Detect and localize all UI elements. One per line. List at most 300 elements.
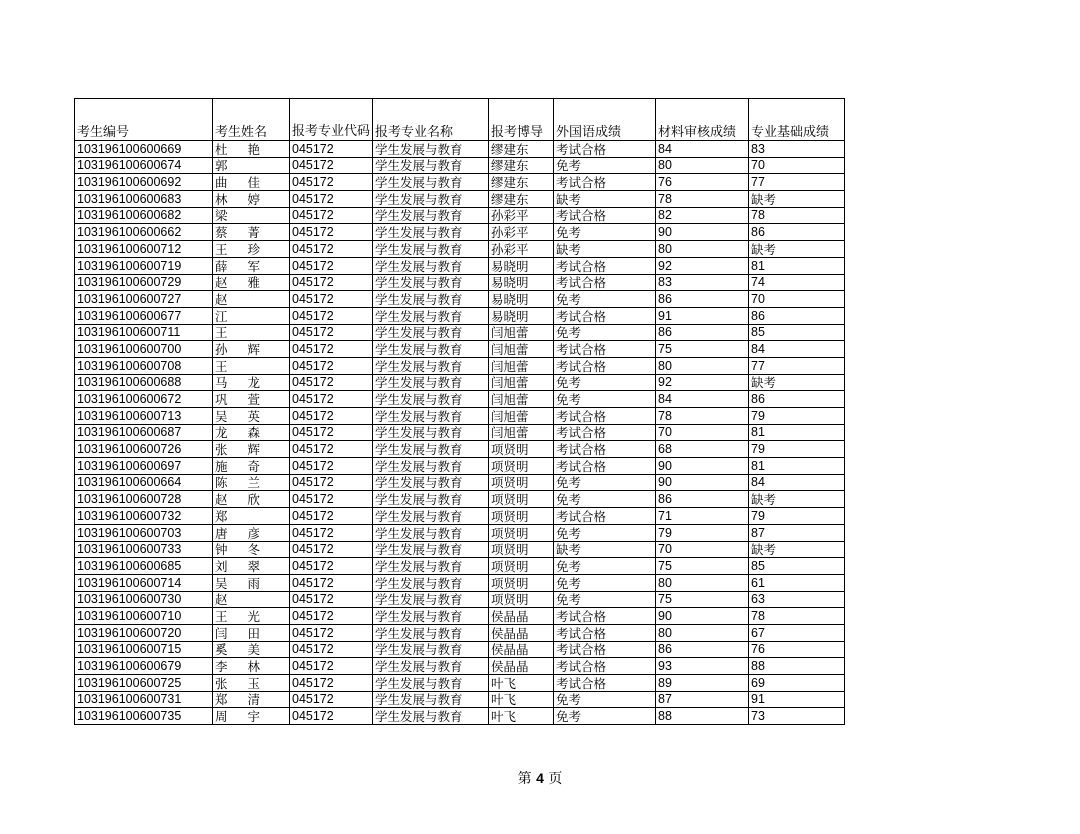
- table-cell: 045172: [290, 307, 373, 324]
- table-cell: 103196100600714: [75, 574, 213, 591]
- table-cell: 045172: [290, 491, 373, 508]
- table-cell: 免考: [554, 558, 656, 575]
- table-row: [75, 658, 845, 675]
- table-cell: 缺考: [554, 541, 656, 558]
- table-cell: 学生发展与教育: [373, 574, 489, 591]
- table-row: [75, 257, 845, 274]
- table-cell: 考试合格: [554, 675, 656, 692]
- table-cell: 学生发展与教育: [373, 207, 489, 224]
- table-row: [75, 474, 845, 491]
- table-cell: 045172: [290, 191, 373, 208]
- table-cell: 103196100600662: [75, 224, 213, 241]
- table-cell: 103196100600677: [75, 307, 213, 324]
- table-cell: 85: [749, 324, 845, 341]
- table-cell: 闫旭蕾: [489, 324, 554, 341]
- table-row: [75, 291, 845, 308]
- table-cell: 70: [656, 424, 749, 441]
- table-cell: 学生发展与教育: [373, 408, 489, 425]
- table-row: [75, 141, 845, 158]
- table-row: [75, 408, 845, 425]
- table-cell: 77: [749, 174, 845, 191]
- table-row: [75, 524, 845, 541]
- table-cell: 免考: [554, 691, 656, 708]
- table-cell: 学生发展与教育: [373, 224, 489, 241]
- table-cell: 79: [749, 441, 845, 458]
- table-cell: 奚 美: [213, 641, 290, 658]
- table-cell: 045172: [290, 608, 373, 625]
- table-cell: 学生发展与教育: [373, 508, 489, 525]
- table-cell: 考试合格: [554, 608, 656, 625]
- table-cell: 103196100600715: [75, 641, 213, 658]
- table-row: [75, 458, 845, 475]
- table-cell: 70: [749, 291, 845, 308]
- table-cell: 90: [656, 474, 749, 491]
- table-row: [75, 708, 845, 725]
- table-cell: 叶飞: [489, 708, 554, 725]
- table-cell: 045172: [290, 658, 373, 675]
- table-cell: 侯晶晶: [489, 658, 554, 675]
- table-cell: 045172: [290, 341, 373, 358]
- table-cell: 87: [656, 691, 749, 708]
- table-row: [75, 157, 845, 174]
- table-cell: 免考: [554, 574, 656, 591]
- table-cell: 103196100600674: [75, 157, 213, 174]
- table-cell: 学生发展与教育: [373, 458, 489, 475]
- table-cell: 89: [656, 675, 749, 692]
- table-row: [75, 641, 845, 658]
- table-cell: 免考: [554, 324, 656, 341]
- table-row: [75, 207, 845, 224]
- header-cell: 考生编号: [75, 99, 213, 141]
- table-cell: 85: [749, 558, 845, 575]
- table-cell: 68: [656, 441, 749, 458]
- table-cell: 103196100600687: [75, 424, 213, 441]
- table-cell: 考试合格: [554, 424, 656, 441]
- table-row: [75, 691, 845, 708]
- table-cell: 考试合格: [554, 658, 656, 675]
- table-cell: 张 玉: [213, 675, 290, 692]
- table-cell: 103196100600672: [75, 391, 213, 408]
- table-cell: 缺考: [749, 541, 845, 558]
- table-row: [75, 174, 845, 191]
- table-cell: 免考: [554, 224, 656, 241]
- table-cell: 103196100600688: [75, 374, 213, 391]
- table-cell: 71: [656, 508, 749, 525]
- table-cell: 侯晶晶: [489, 641, 554, 658]
- header-cell: 报考博导: [489, 99, 554, 141]
- table-cell: 045172: [290, 274, 373, 291]
- table-cell: 045172: [290, 708, 373, 725]
- table-cell: 考试合格: [554, 257, 656, 274]
- table-cell: 学生发展与教育: [373, 708, 489, 725]
- table-cell: 103196100600713: [75, 408, 213, 425]
- table-cell: 叶飞: [489, 675, 554, 692]
- table-cell: 免考: [554, 708, 656, 725]
- table-cell: 学生发展与教育: [373, 558, 489, 575]
- table-cell: 刘 翠: [213, 558, 290, 575]
- header-cell: 报考专业名称: [373, 99, 489, 141]
- table-cell: 巩 萱: [213, 391, 290, 408]
- table-cell: 闫 田: [213, 624, 290, 641]
- table-cell: 孙彩平: [489, 207, 554, 224]
- table-cell: 80: [656, 357, 749, 374]
- table-cell: 免考: [554, 157, 656, 174]
- table-cell: 81: [749, 424, 845, 441]
- table-cell: 赵: [213, 291, 290, 308]
- table-cell: 045172: [290, 558, 373, 575]
- table-cell: 缺考: [749, 241, 845, 258]
- table-cell: 045172: [290, 174, 373, 191]
- table-cell: 学生发展与教育: [373, 474, 489, 491]
- table-cell: 杜 艳: [213, 141, 290, 158]
- table-cell: 钟 冬: [213, 541, 290, 558]
- table-cell: 103196100600712: [75, 241, 213, 258]
- table-cell: 梁: [213, 207, 290, 224]
- table-cell: 蔡 菁: [213, 224, 290, 241]
- table-cell: 045172: [290, 474, 373, 491]
- table-cell: 045172: [290, 374, 373, 391]
- table-row: [75, 341, 845, 358]
- table-cell: 78: [656, 408, 749, 425]
- table-row: [75, 675, 845, 692]
- table-cell: 学生发展与教育: [373, 424, 489, 441]
- table-row: [75, 224, 845, 241]
- page-suffix: 页: [548, 771, 563, 787]
- table-cell: 学生发展与教育: [373, 324, 489, 341]
- table-cell: 免考: [554, 591, 656, 608]
- table-cell: 045172: [290, 141, 373, 158]
- table-cell: 103196100600710: [75, 608, 213, 625]
- table-cell: 王: [213, 357, 290, 374]
- table-cell: 103196100600728: [75, 491, 213, 508]
- table-cell: 90: [656, 608, 749, 625]
- table-cell: 78: [749, 608, 845, 625]
- table-cell: 84: [656, 141, 749, 158]
- table-cell: 学生发展与教育: [373, 174, 489, 191]
- table-cell: 79: [749, 408, 845, 425]
- table-cell: 学生发展与教育: [373, 357, 489, 374]
- table-cell: 82: [656, 207, 749, 224]
- table-cell: 90: [656, 224, 749, 241]
- table-cell: 84: [656, 391, 749, 408]
- table-cell: 学生发展与教育: [373, 291, 489, 308]
- table-cell: 103196100600729: [75, 274, 213, 291]
- table-cell: 马 龙: [213, 374, 290, 391]
- table-cell: 考试合格: [554, 408, 656, 425]
- table-cell: 考试合格: [554, 458, 656, 475]
- table-cell: 项贤明: [489, 524, 554, 541]
- table-cell: 80: [656, 157, 749, 174]
- table-cell: 76: [749, 641, 845, 658]
- table-cell: 闫旭蕾: [489, 391, 554, 408]
- table-cell: 86: [749, 391, 845, 408]
- table-cell: 项贤明: [489, 491, 554, 508]
- table-cell: 缪建东: [489, 191, 554, 208]
- table-cell: 63: [749, 591, 845, 608]
- table-cell: 赵 欣: [213, 491, 290, 508]
- table-cell: 郑: [213, 508, 290, 525]
- table-cell: 学生发展与教育: [373, 675, 489, 692]
- table-cell: 学生发展与教育: [373, 591, 489, 608]
- table-cell: 考试合格: [554, 274, 656, 291]
- table-cell: 免考: [554, 474, 656, 491]
- table-row: [75, 508, 845, 525]
- page-prefix: 第: [517, 771, 532, 787]
- table-cell: 项贤明: [489, 474, 554, 491]
- table-cell: 93: [656, 658, 749, 675]
- table-cell: 84: [749, 341, 845, 358]
- table-cell: 103196100600731: [75, 691, 213, 708]
- table-cell: 75: [656, 558, 749, 575]
- table-cell: 84: [749, 474, 845, 491]
- table-row: [75, 608, 845, 625]
- table-cell: 郭: [213, 157, 290, 174]
- table-cell: 缺考: [749, 191, 845, 208]
- score-table: [74, 98, 845, 725]
- table-cell: 陈 兰: [213, 474, 290, 491]
- table-cell: 103196100600727: [75, 291, 213, 308]
- table-cell: 70: [656, 541, 749, 558]
- table-cell: 孙彩平: [489, 241, 554, 258]
- table-cell: 045172: [290, 574, 373, 591]
- table-row: [75, 391, 845, 408]
- table-cell: 学生发展与教育: [373, 608, 489, 625]
- table-cell: 79: [749, 508, 845, 525]
- table-cell: 103196100600700: [75, 341, 213, 358]
- table-cell: 103196100600725: [75, 675, 213, 692]
- table-cell: 81: [749, 458, 845, 475]
- table-cell: 学生发展与教育: [373, 541, 489, 558]
- table-body: [75, 141, 845, 725]
- table-row: [75, 574, 845, 591]
- table-cell: 045172: [290, 541, 373, 558]
- table-cell: 闫旭蕾: [489, 357, 554, 374]
- table-cell: 王: [213, 324, 290, 341]
- table-cell: 孙 辉: [213, 341, 290, 358]
- table-cell: 学生发展与教育: [373, 341, 489, 358]
- table-cell: 孙彩平: [489, 224, 554, 241]
- table-row: [75, 591, 845, 608]
- table-cell: 86: [749, 307, 845, 324]
- table-cell: 87: [749, 524, 845, 541]
- table-cell: 81: [749, 257, 845, 274]
- table-cell: 项贤明: [489, 458, 554, 475]
- table-cell: 考试合格: [554, 307, 656, 324]
- table-cell: 103196100600735: [75, 708, 213, 725]
- table-row: [75, 441, 845, 458]
- table-cell: 83: [656, 274, 749, 291]
- table-cell: 吴 雨: [213, 574, 290, 591]
- table-cell: 学生发展与教育: [373, 241, 489, 258]
- table-cell: 67: [749, 624, 845, 641]
- table-cell: 林 婷: [213, 191, 290, 208]
- table-cell: 045172: [290, 391, 373, 408]
- table-cell: 86: [656, 641, 749, 658]
- table-cell: 86: [656, 324, 749, 341]
- table-cell: 项贤明: [489, 591, 554, 608]
- page-number: 4: [536, 770, 544, 786]
- table-cell: 103196100600682: [75, 207, 213, 224]
- table-cell: 唐 彦: [213, 524, 290, 541]
- header-cell: 外国语成绩: [554, 99, 656, 141]
- table-cell: 045172: [290, 357, 373, 374]
- table-cell: 70: [749, 157, 845, 174]
- table-cell: 045172: [290, 691, 373, 708]
- table-cell: 91: [749, 691, 845, 708]
- table-cell: 80: [656, 624, 749, 641]
- table-row: [75, 241, 845, 258]
- table-cell: 103196100600703: [75, 524, 213, 541]
- table-cell: 83: [749, 141, 845, 158]
- table-row: [75, 307, 845, 324]
- table-cell: 86: [749, 224, 845, 241]
- table-cell: 学生发展与教育: [373, 691, 489, 708]
- table-cell: 侯晶晶: [489, 624, 554, 641]
- table-cell: 103196100600692: [75, 174, 213, 191]
- table-cell: 69: [749, 675, 845, 692]
- header-cell: 考生姓名: [213, 99, 290, 141]
- table-cell: 103196100600733: [75, 541, 213, 558]
- table-cell: 045172: [290, 291, 373, 308]
- table-cell: 学生发展与教育: [373, 641, 489, 658]
- table-cell: 项贤明: [489, 558, 554, 575]
- table-cell: 赵: [213, 591, 290, 608]
- table-cell: 92: [656, 257, 749, 274]
- table-cell: 045172: [290, 157, 373, 174]
- table-cell: 考试合格: [554, 508, 656, 525]
- table-cell: 80: [656, 574, 749, 591]
- table-cell: 045172: [290, 441, 373, 458]
- table-header-row: [75, 99, 845, 141]
- table-cell: 103196100600697: [75, 458, 213, 475]
- table-cell: 易晓明: [489, 291, 554, 308]
- table-row: [75, 491, 845, 508]
- table-cell: 缺考: [749, 491, 845, 508]
- table-cell: 学生发展与教育: [373, 374, 489, 391]
- table-cell: 103196100600669: [75, 141, 213, 158]
- table-cell: 78: [749, 207, 845, 224]
- table-cell: 龙 森: [213, 424, 290, 441]
- table-cell: 90: [656, 458, 749, 475]
- table-cell: 103196100600720: [75, 624, 213, 641]
- table-cell: 103196100600732: [75, 508, 213, 525]
- table-cell: 缪建东: [489, 157, 554, 174]
- table-cell: 缺考: [554, 191, 656, 208]
- table-cell: 045172: [290, 591, 373, 608]
- table-cell: 045172: [290, 408, 373, 425]
- table-cell: 学生发展与教育: [373, 141, 489, 158]
- table-cell: 103196100600726: [75, 441, 213, 458]
- table-cell: 045172: [290, 241, 373, 258]
- table-row: [75, 191, 845, 208]
- table-cell: 学生发展与教育: [373, 441, 489, 458]
- table-cell: 学生发展与教育: [373, 491, 489, 508]
- table-cell: 曲 佳: [213, 174, 290, 191]
- table-row: [75, 274, 845, 291]
- table-cell: 76: [656, 174, 749, 191]
- header-cell: 报考专业代码: [290, 99, 373, 141]
- table-cell: 86: [656, 291, 749, 308]
- header-cell: 专业基础成绩: [749, 99, 845, 141]
- page-footer: [0, 768, 1080, 788]
- table-cell: 103196100600685: [75, 558, 213, 575]
- table-cell: 考试合格: [554, 207, 656, 224]
- table-cell: 易晓明: [489, 257, 554, 274]
- table-cell: 考试合格: [554, 357, 656, 374]
- table-cell: 王 光: [213, 608, 290, 625]
- table-cell: 045172: [290, 508, 373, 525]
- table-cell: 103196100600711: [75, 324, 213, 341]
- table-cell: 045172: [290, 675, 373, 692]
- table-cell: 86: [656, 491, 749, 508]
- table-cell: 学生发展与教育: [373, 524, 489, 541]
- table-cell: 闫旭蕾: [489, 374, 554, 391]
- table-cell: 郑 清: [213, 691, 290, 708]
- table-cell: 学生发展与教育: [373, 157, 489, 174]
- table-cell: 项贤明: [489, 441, 554, 458]
- table-row: [75, 541, 845, 558]
- table-cell: 易晓明: [489, 307, 554, 324]
- table-cell: 103196100600708: [75, 357, 213, 374]
- table-cell: 闫旭蕾: [489, 424, 554, 441]
- table-cell: 045172: [290, 458, 373, 475]
- table-cell: 75: [656, 591, 749, 608]
- table-row: [75, 424, 845, 441]
- table-cell: 75: [656, 341, 749, 358]
- table-cell: 79: [656, 524, 749, 541]
- table-cell: 74: [749, 274, 845, 291]
- table-cell: 缺考: [554, 241, 656, 258]
- table-cell: 73: [749, 708, 845, 725]
- table-cell: 考试合格: [554, 441, 656, 458]
- table-cell: 叶飞: [489, 691, 554, 708]
- table-row: [75, 374, 845, 391]
- table-cell: 103196100600679: [75, 658, 213, 675]
- table-cell: 考试合格: [554, 341, 656, 358]
- table-cell: 学生发展与教育: [373, 191, 489, 208]
- table-cell: 77: [749, 357, 845, 374]
- table-cell: 92: [656, 374, 749, 391]
- table-cell: 学生发展与教育: [373, 274, 489, 291]
- table-cell: 易晓明: [489, 274, 554, 291]
- table-cell: 103196100600664: [75, 474, 213, 491]
- table-cell: 103196100600730: [75, 591, 213, 608]
- table-cell: 周 宇: [213, 708, 290, 725]
- table-cell: 045172: [290, 207, 373, 224]
- table-cell: 103196100600683: [75, 191, 213, 208]
- table-cell: 薛 军: [213, 257, 290, 274]
- table-cell: 闫旭蕾: [489, 408, 554, 425]
- table-cell: 王 珍: [213, 241, 290, 258]
- table-cell: 张 辉: [213, 441, 290, 458]
- table-cell: 045172: [290, 424, 373, 441]
- table-cell: 免考: [554, 374, 656, 391]
- table-cell: 缪建东: [489, 141, 554, 158]
- table-cell: 学生发展与教育: [373, 391, 489, 408]
- table-row: [75, 558, 845, 575]
- table-cell: 88: [749, 658, 845, 675]
- table-cell: 考试合格: [554, 141, 656, 158]
- table-cell: 考试合格: [554, 174, 656, 191]
- table-cell: 80: [656, 241, 749, 258]
- table-cell: 045172: [290, 524, 373, 541]
- table-cell: 045172: [290, 257, 373, 274]
- table-cell: 103196100600719: [75, 257, 213, 274]
- table-cell: 045172: [290, 324, 373, 341]
- table-cell: 045172: [290, 624, 373, 641]
- table-cell: 闫旭蕾: [489, 341, 554, 358]
- table-cell: 项贤明: [489, 508, 554, 525]
